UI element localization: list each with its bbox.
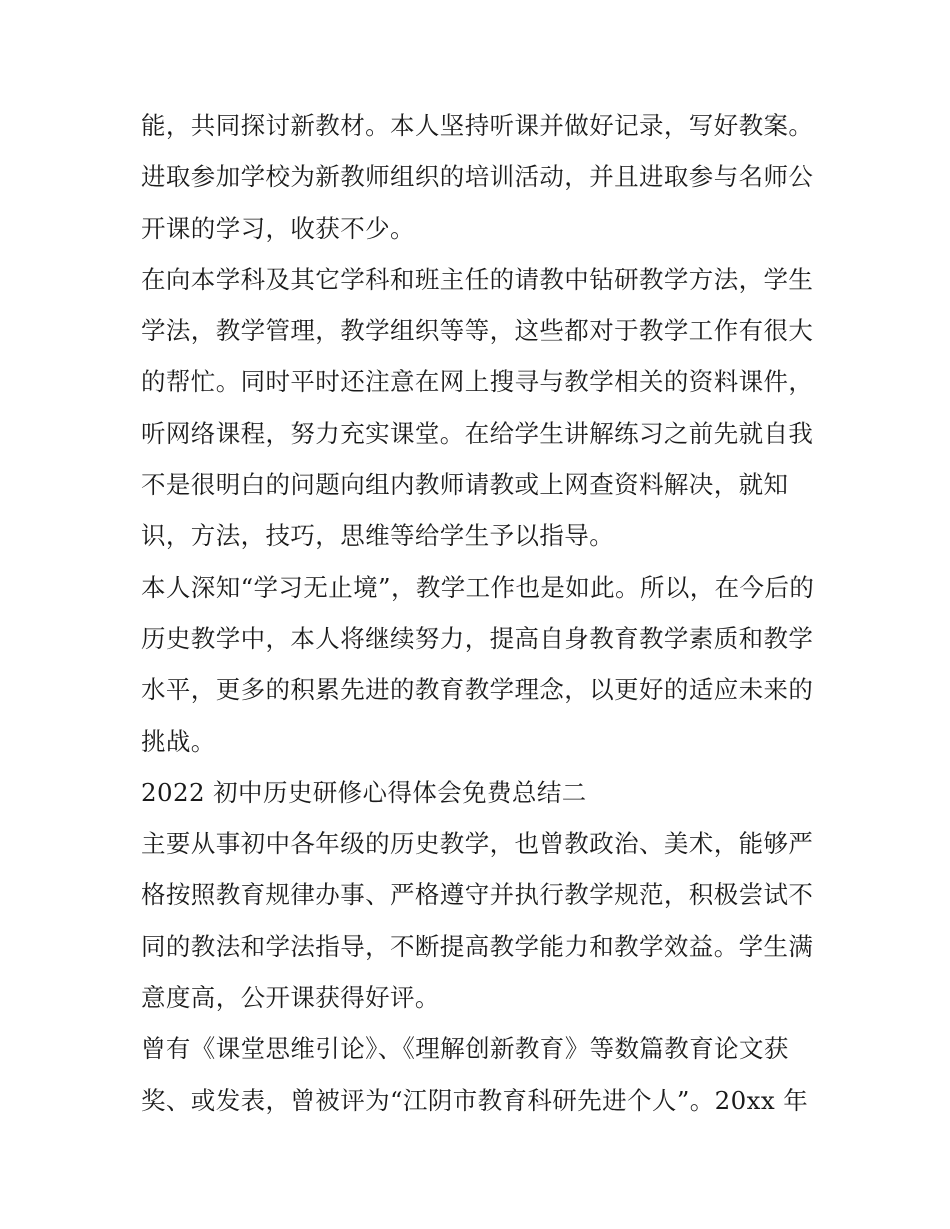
text-line: 识，方法，技巧，思维等给学生予以指导。 [141, 521, 615, 551]
text-line: 进取参加学校为新教师组织的培训活动，并且进取参与名师公 [141, 162, 814, 192]
text-line: 能，共同探讨新教材。本人坚持听课并做好记录，写好教案。 [141, 111, 814, 140]
section-heading: 2022 初中历史研修心得体会免费总结二 [141, 777, 587, 807]
text-line: 主要从事初中各年级的历史教学，也曾教政治、美术，能够严 [141, 829, 814, 859]
text-line: 本人深知“学习无止境”，教学工作也是如此。所以，在今后的 [141, 572, 815, 602]
text-line: 奖、或发表，曾被评为“江阴市教育科研先进个人”。20xx 年 [141, 1085, 809, 1115]
text-line: 曾有《课堂思维引论》、《理解创新教育》等数篇教育论文获 [141, 1034, 789, 1064]
text-line: 开课的学习，收获不少。 [141, 213, 415, 243]
text-line: 不是很明白的问题向组内教师请教或上网查资料解决，就知 [141, 470, 789, 500]
text-line: 水平，更多的积累先进的教育教学理念，以更好的适应未来的 [141, 675, 814, 705]
document-body [141, 100, 821, 1126]
text-line: 听网络课程，努力充实课堂。在给学生讲解练习之前先就自我 [141, 418, 814, 448]
text-line: 挑战。 [141, 726, 216, 756]
text-line: 同的教法和学法指导，不断提高教学能力和教学效益。学生满 [141, 931, 814, 961]
text-line: 在向本学科及其它学科和班主任的请教中钻研教学方法，学生 [141, 264, 814, 294]
text-line: 意度高，公开课获得好评。 [141, 983, 440, 1013]
text-line: 的帮忙。同时平时还注意在网上搜寻与教学相关的资料课件， [141, 367, 814, 397]
text-line: 学法，教学管理，教学组织等等，这些都对于教学工作有很大 [141, 316, 814, 346]
text-line: 历史教学中，本人将继续努力，提高自身教育教学素质和教学 [141, 623, 814, 653]
text-line: 格按照教育规律办事、严格遵守并执行教学规范，积极尝试不 [141, 880, 814, 910]
